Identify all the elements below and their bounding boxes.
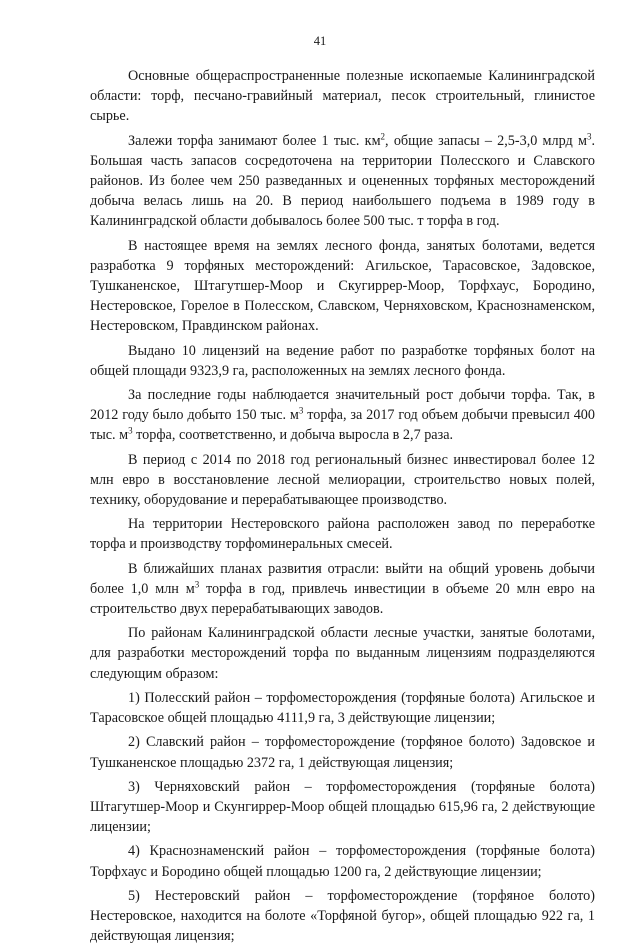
document-body bbox=[90, 66, 595, 950]
list-item-polessky: 1) Полесский район – торфоместорождения (торфяные болота) Агильское и Тарасовское общей площадью 4111,9 га, 3 действующие лицензии; bbox=[90, 689, 595, 727]
text-run: торфа, за 2017 год объем добычи превысил 400 тыс. м bbox=[90, 407, 595, 444]
text-run: Залежи торфа занимают более 1 тыс. км bbox=[128, 132, 381, 149]
text-run: торфа, соответственно, и добыча выросла в 2,7 раза. bbox=[132, 427, 454, 444]
paragraph-plans bbox=[90, 559, 595, 620]
text-run: . Большая часть запасов сосредоточена на территории Полесского и Славского районов. Из более чем 250 разведанных и оцененных торфяных месторождений добыча велась лишь на 20. В период наибольшего подъема в 1989 году в Калининградской области добывалось более 500 тыс. т торфа в год. bbox=[90, 132, 595, 230]
text-run: За последние годы наблюдается значительный рост добычи торфа. Так, в 2012 году было добыто 150 тыс. м bbox=[90, 387, 595, 424]
text-run: , общие запасы – 2,5-3,0 млрд м bbox=[385, 132, 587, 149]
paragraph-investment: В период с 2014 по 2018 год региональный бизнес инвестировал более 12 млн евро в восстановление лесной мелиорации, строительство новых полей, технику, оборудование и перерабатывающее производство. bbox=[90, 451, 595, 509]
list-item-krasnoznamensky: 4) Краснознаменский район – торфоместорождения (торфяные болота) Торфхаус и Бородино общей площадью 1200 га, 2 действующие лицензии; bbox=[90, 843, 595, 880]
superscript: 3 bbox=[128, 425, 133, 436]
paragraph-minerals: Основные общераспространенные полезные ископаемые Калининградской области: торф, песчано-гравийный материал, песок строительный, глинистое сырье. bbox=[90, 68, 595, 125]
paragraph-licenses: Выдано 10 лицензий на ведение работ по разработке торфяных болот на общей площади 9323,9 га, расположенных на землях лесного фонда. bbox=[90, 342, 595, 379]
page-number: 41 bbox=[313, 34, 327, 48]
text-run: В ближайших планах развития отрасли: выйти на общий уровень добычи более 1,0 млн м bbox=[90, 560, 595, 597]
paragraph-plant: На территории Нестеровского района расположен завод по переработке торфа и производству торфоминеральных смесей. bbox=[90, 516, 595, 553]
list-item-slavsky: 2) Славский район – торфоместорождение (торфяное болото) Задовское и Тушканенское площадью 2372 га, 1 действующая лицензия; bbox=[90, 734, 595, 771]
paragraph-current-development: В настоящее время на землях лесного фонда, занятых болотами, ведется разработка 9 торфяных месторождений: Агильское, Тарасовское, Задовское, Тушканенское, Штагутшер-Моор и Скугиррер-Моор, Торфхаус, Бородино, Нестеровское, Горелое в Полесском, Славском, Черняховском, Краснознаменском, Нестеровском, Правдинском районах. bbox=[90, 237, 595, 335]
list-item-chernyakhovsky: 3) Черняховский район – торфоместорождения (торфяные болота) Штагутшер-Моор и Скунгиррер-Моор общей площадью 615,96 га, 2 действующие лицензии; bbox=[90, 778, 595, 836]
paragraph-production-growth bbox=[90, 385, 595, 446]
superscript: 3 bbox=[586, 130, 592, 141]
superscript: 3 bbox=[298, 405, 304, 416]
list-item-nesterovsky: 5) Нестеровский район – торфоместорождение (торфяное болото) Нестеровское, находится на болоте «Торфяной бугор», общей площадью 922 га, 1 действующая лицензия; bbox=[90, 887, 595, 945]
text-run: торфа в год, привлечь инвестиции в объеме 20 млн евро на строительство двух перерабатывающих заводов. bbox=[90, 580, 595, 618]
superscript: 3 bbox=[194, 579, 200, 590]
paragraph-peat-deposits bbox=[90, 131, 595, 232]
paragraph-districts-intro: По районам Калининградской области лесные участки, занятые болотами, для разработки месторождений торфа по выданным лицензиям подразделяются следующим образом: bbox=[90, 625, 595, 682]
superscript: 2 bbox=[380, 130, 386, 141]
